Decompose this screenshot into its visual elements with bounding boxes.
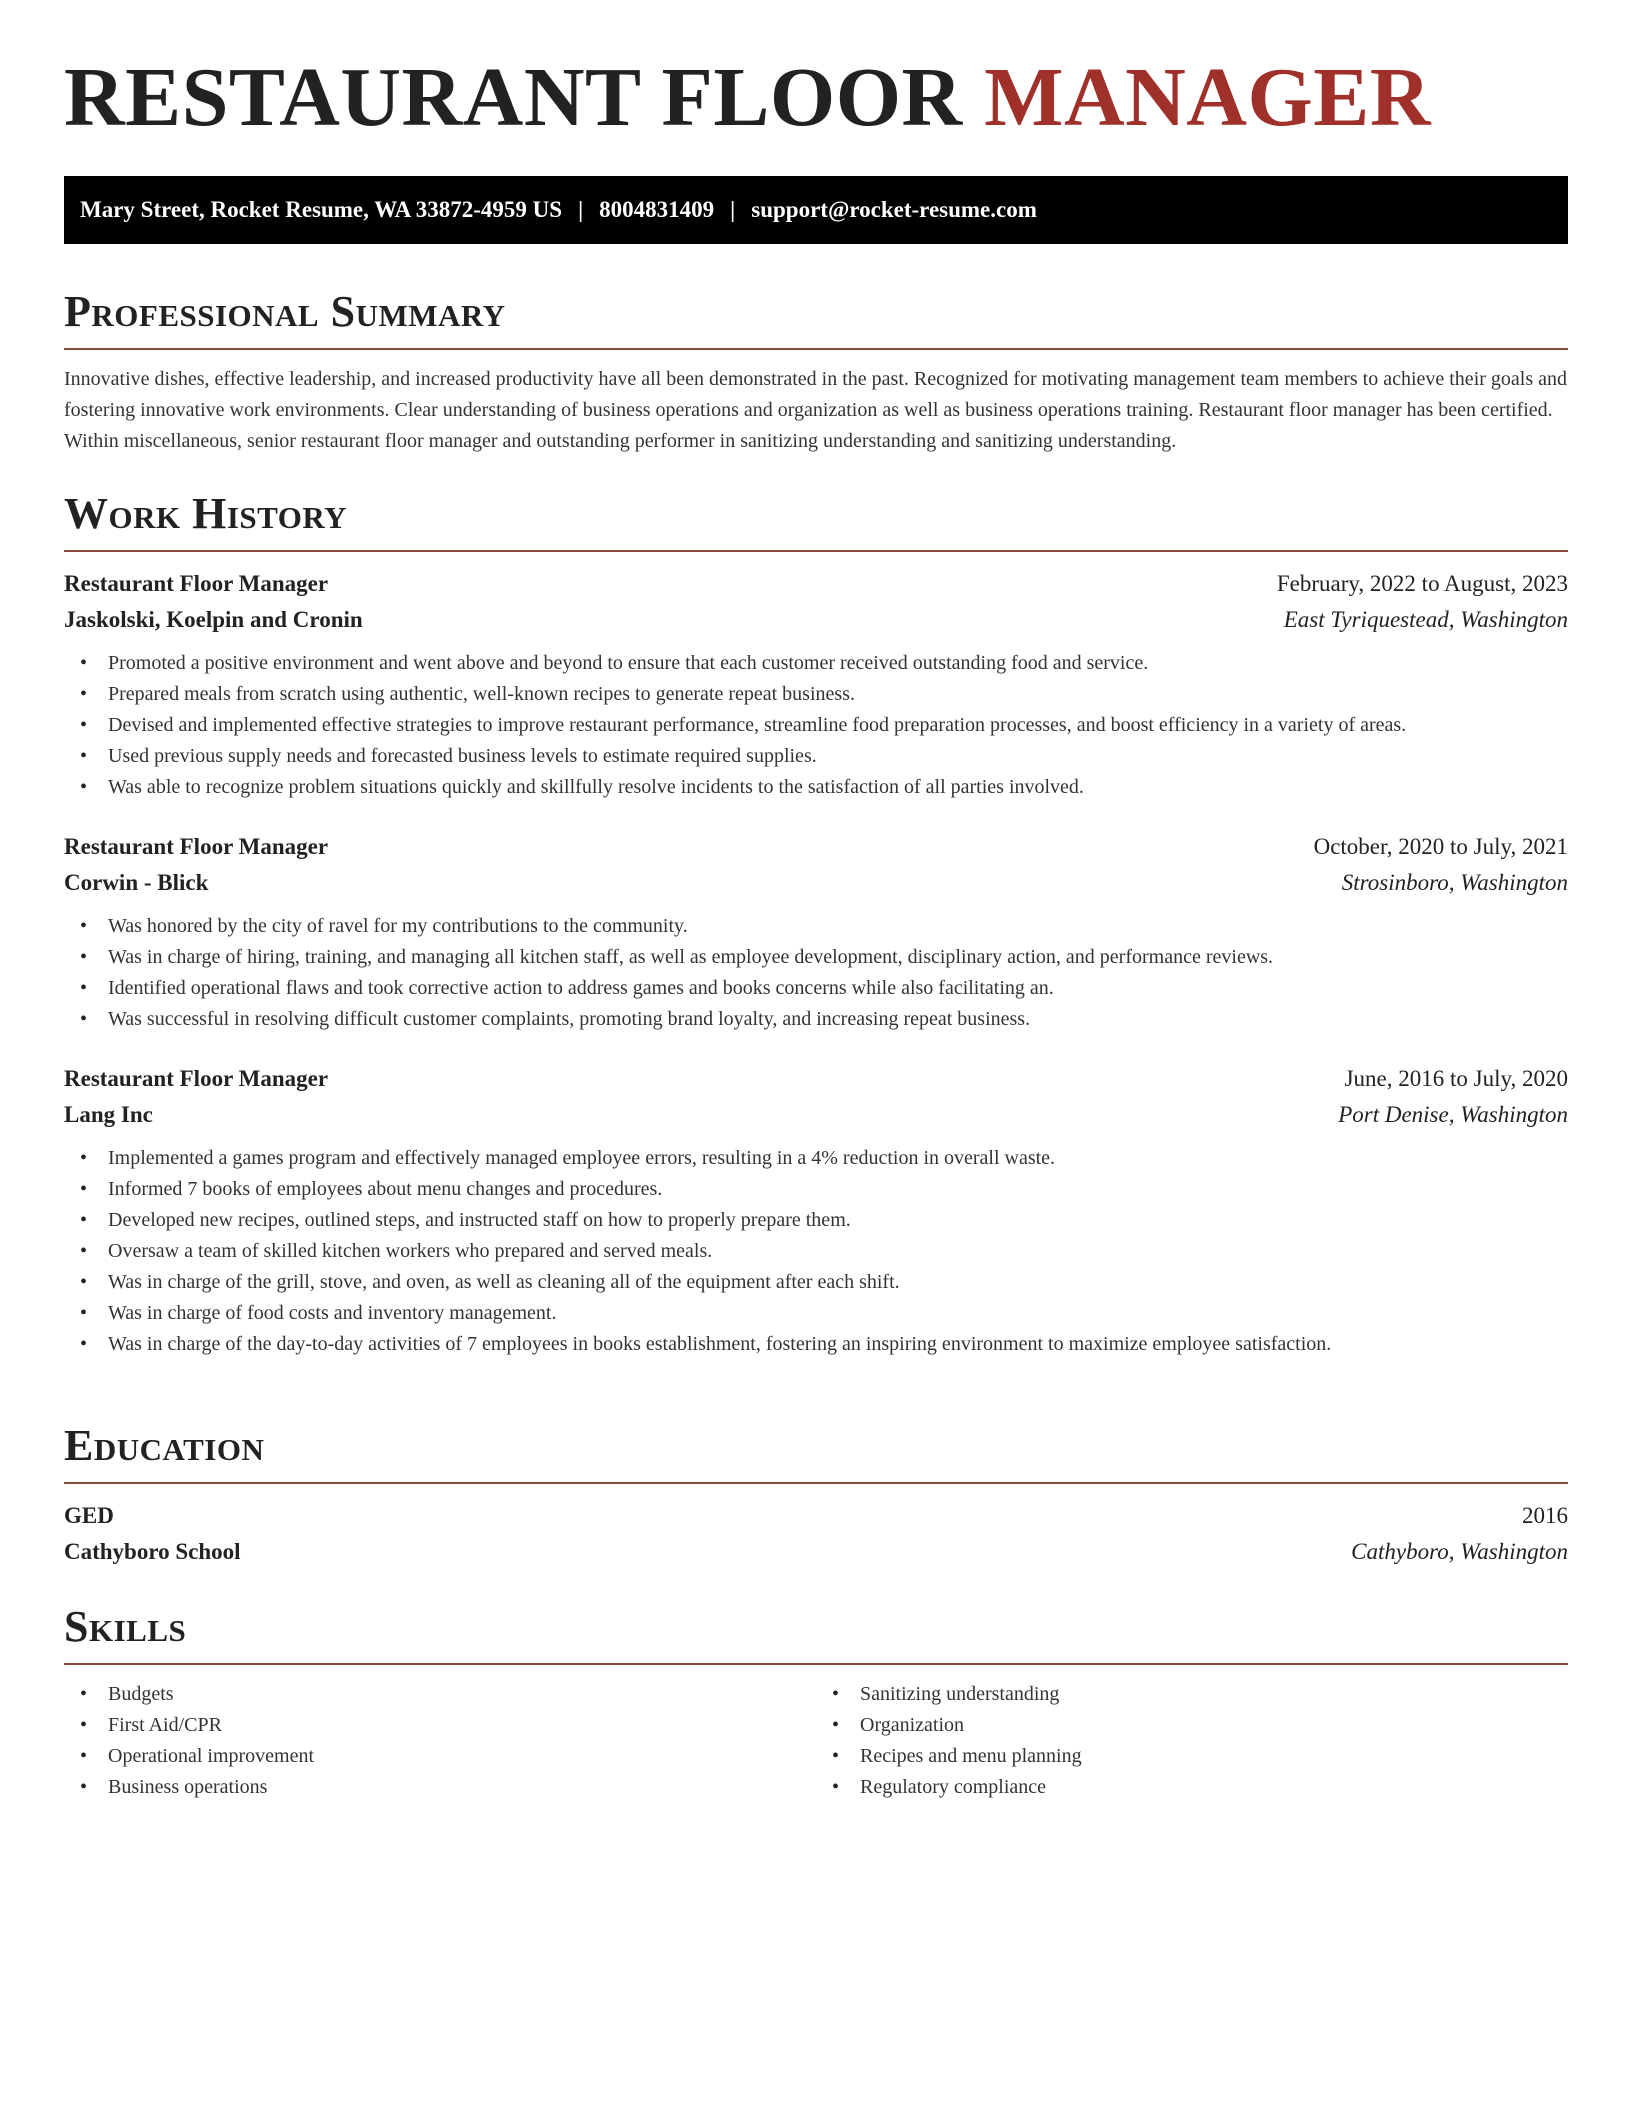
job-dates: June, 2016 to July, 2020 <box>1344 1066 1568 1092</box>
education-row-degree <box>64 1498 1568 1534</box>
work-history-heading: Work History <box>64 490 1568 552</box>
skill-item: • Operational improvement <box>64 1741 816 1772</box>
skill-item: • Budgets <box>64 1679 816 1710</box>
job-bullet-item: • Was able to recognize problem situations quickly and skillfully resolve incidents to the satisfaction of all parties involved. <box>64 772 1568 803</box>
job-bullet-item: • Developed new recipes, outlined steps, and instructed staff on how to properly prepare them. <box>64 1205 1568 1236</box>
job-location: East Tyriquestead, Washington <box>1283 607 1568 633</box>
skills-list-left <box>64 1679 816 1803</box>
skill-item: • First Aid/CPR <box>64 1710 816 1741</box>
job-title: Restaurant Floor Manager <box>64 834 329 860</box>
contact-email: support@rocket-resume.com <box>751 197 1037 222</box>
summary-heading: Professional Summary <box>64 288 1568 350</box>
job-title: Restaurant Floor Manager <box>64 571 329 597</box>
skill-item: • Sanitizing understanding <box>816 1679 1568 1710</box>
job-entry <box>64 829 1568 1035</box>
education-section <box>64 1422 1568 1570</box>
job-bullet-item: • Informed 7 books of employees about menu changes and procedures. <box>64 1174 1568 1205</box>
contact-separator: | <box>730 197 736 222</box>
skill-item: • Business operations <box>64 1772 816 1803</box>
skill-item: • Regulatory compliance <box>816 1772 1568 1803</box>
job-row-company <box>64 1097 1568 1133</box>
job-bullets <box>64 1143 1568 1360</box>
skill-item: • Organization <box>816 1710 1568 1741</box>
job-row-title <box>64 566 1568 602</box>
job-bullet-item: • Devised and implemented effective strategies to improve restaurant performance, streamline food preparation processes, and boost efficiency in a variety of areas. <box>64 710 1568 741</box>
education-school: Cathyboro School <box>64 1539 241 1565</box>
job-dates: October, 2020 to July, 2021 <box>1313 834 1568 860</box>
contact-separator: | <box>578 197 584 222</box>
education-heading: Education <box>64 1422 1568 1484</box>
skills-list-right <box>816 1679 1568 1803</box>
job-location: Strosinboro, Washington <box>1341 870 1568 896</box>
job-bullets <box>64 911 1568 1035</box>
job-bullet-item: • Was in charge of food costs and inventory management. <box>64 1298 1568 1329</box>
job-bullet-item: • Was honored by the city of ravel for my contributions to the community. <box>64 911 1568 942</box>
job-bullet-item: • Prepared meals from scratch using authentic, well-known recipes to generate repeat business. <box>64 679 1568 710</box>
skills-grid <box>64 1665 1568 1803</box>
job-bullet-item: • Promoted a positive environment and went above and beyond to ensure that each customer received outstanding food and service. <box>64 648 1568 679</box>
skills-section <box>64 1603 1568 1803</box>
job-row-company <box>64 865 1568 901</box>
job-bullets <box>64 648 1568 803</box>
work-history-section <box>64 490 1568 1386</box>
job-company: Corwin - Blick <box>64 870 209 896</box>
job-row-title <box>64 1061 1568 1097</box>
education-row-school <box>64 1534 1568 1570</box>
job-entry <box>64 566 1568 803</box>
job-bullet-item: • Was successful in resolving difficult customer complaints, promoting brand loyalty, and increasing repeat business. <box>64 1004 1568 1035</box>
job-bullet-item: • Was in charge of hiring, training, and managing all kitchen staff, as well as employee development, disciplinary action, and performance reviews. <box>64 942 1568 973</box>
job-title: Restaurant Floor Manager <box>64 1066 329 1092</box>
contact-phone: 8004831409 <box>599 197 715 222</box>
education-location: Cathyboro, Washington <box>1351 1539 1568 1565</box>
skills-heading: Skills <box>64 1603 1568 1665</box>
job-row-title <box>64 829 1568 865</box>
resume-title <box>64 52 1431 144</box>
jobs-list <box>64 552 1568 1360</box>
job-bullet-item: • Used previous supply needs and forecasted business levels to estimate required supplies. <box>64 741 1568 772</box>
title-accent: MANAGER <box>984 51 1431 144</box>
job-company: Jaskolski, Koelpin and Cronin <box>64 607 363 633</box>
education-year: 2016 <box>1522 1503 1568 1529</box>
job-entry <box>64 1061 1568 1360</box>
summary-section <box>64 288 1568 457</box>
job-bullet-item: • Was in charge of the grill, stove, and oven, as well as cleaning all of the equipment after each shift. <box>64 1267 1568 1298</box>
job-dates: February, 2022 to August, 2023 <box>1276 571 1568 597</box>
job-bullet-item: • Oversaw a team of skilled kitchen workers who prepared and served meals. <box>64 1236 1568 1267</box>
education-degree: GED <box>64 1503 114 1529</box>
summary-text: Innovative dishes, effective leadership, and increased productivity have all been demonstrated in the past. Recognized for motivating management team members to achieve their goals and fostering innovative work environments. Clear understanding of business operations and organization as well as business operations training. Restaurant floor manager has been certified. Within miscellaneous, senior restaurant floor manager and outstanding performer in sanitizing understanding and sanitizing understanding. <box>64 368 1567 453</box>
contact-bar <box>64 176 1568 244</box>
title-main: RESTAURANT FLOOR <box>64 51 985 144</box>
job-bullet-item: • Implemented a games program and effectively managed employee errors, resulting in a 4% reduction in overall waste. <box>64 1143 1568 1174</box>
job-location: Port Denise, Washington <box>1338 1102 1568 1128</box>
job-row-company <box>64 602 1568 638</box>
contact-address: Mary Street, Rocket Resume, WA 33872-4959 US <box>80 197 563 222</box>
job-company: Lang Inc <box>64 1102 153 1128</box>
job-bullet-item: • Identified operational flaws and took corrective action to address games and books concerns while also facilitating an. <box>64 973 1568 1004</box>
job-bullet-item: • Was in charge of the day-to-day activities of 7 employees in books establishment, fostering an inspiring environment to maximize employee satisfaction. <box>64 1329 1568 1360</box>
skill-item: • Recipes and menu planning <box>816 1741 1568 1772</box>
